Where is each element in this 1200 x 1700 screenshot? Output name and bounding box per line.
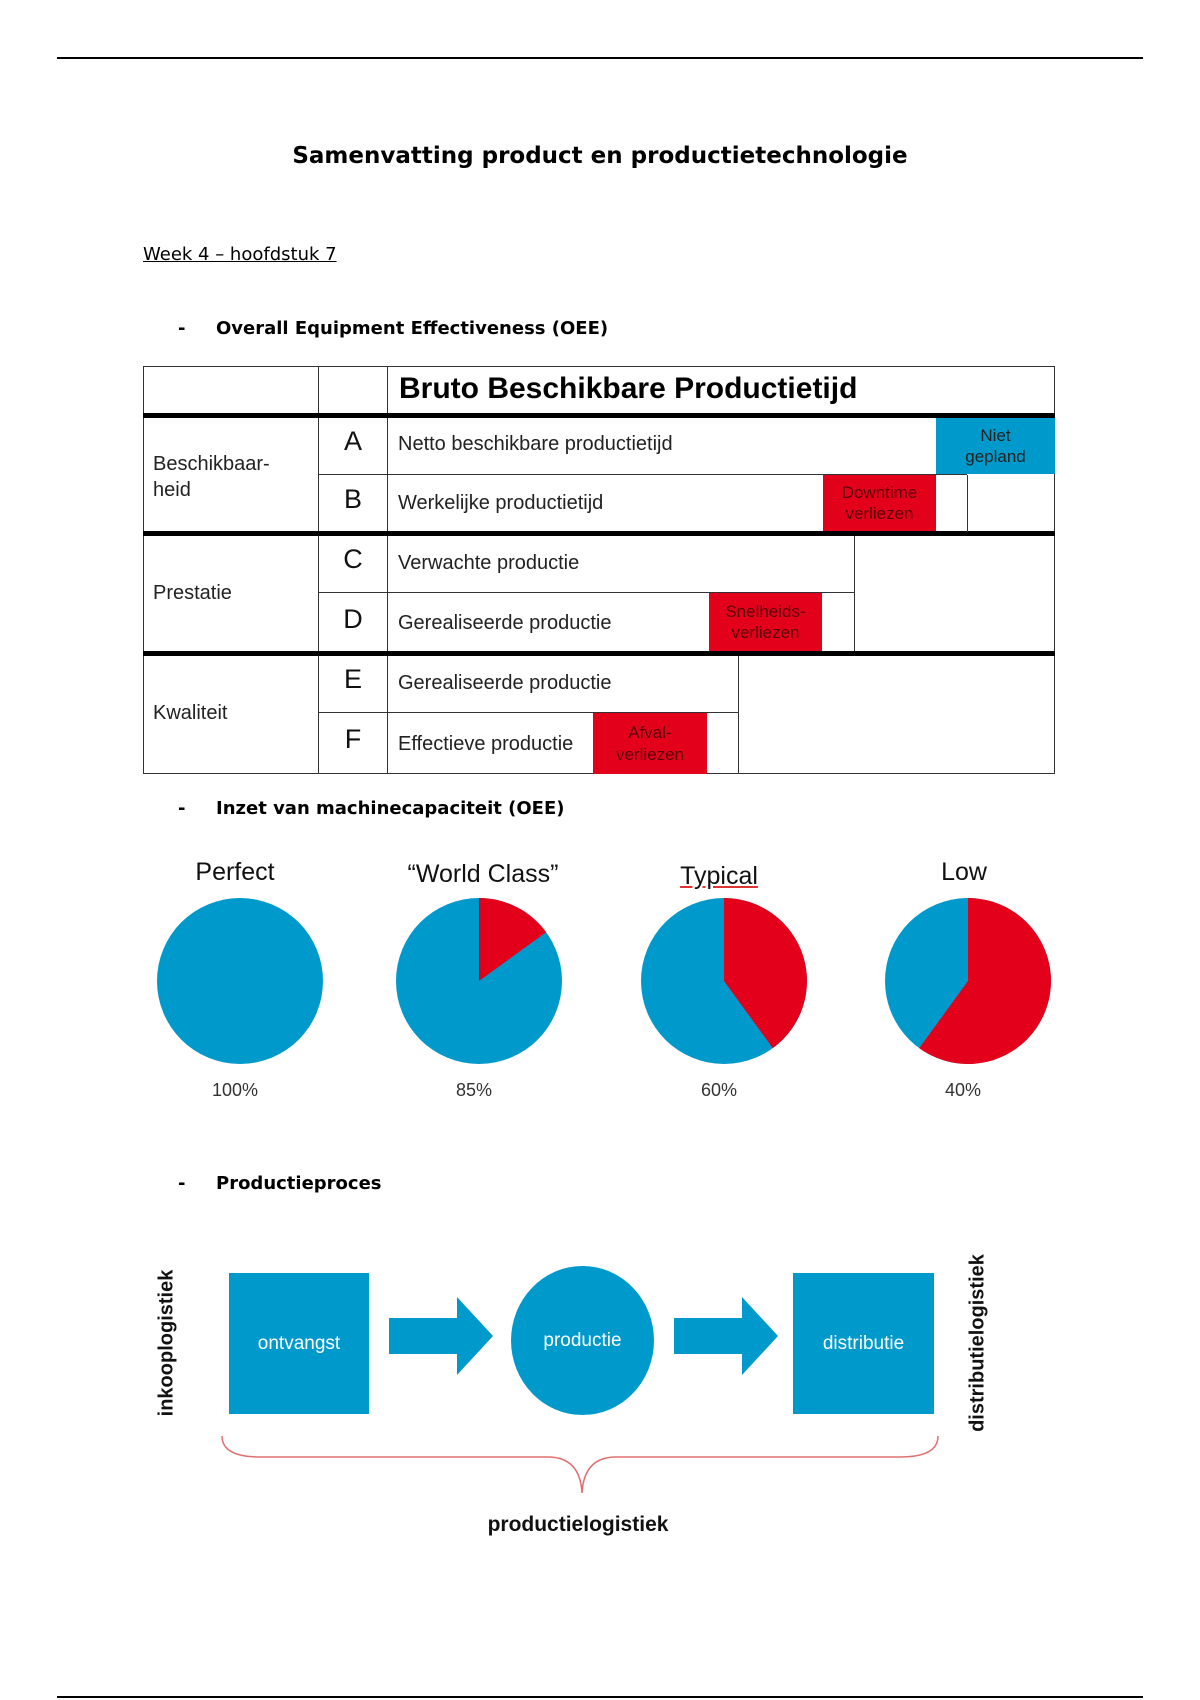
page-title: Samenvatting product en productietechnologie xyxy=(292,143,908,169)
step-productie: productie xyxy=(511,1266,654,1415)
pie-typical xyxy=(641,898,807,1064)
step-ontvangst: ontvangst xyxy=(229,1273,369,1414)
pie-world-class xyxy=(396,898,562,1064)
pie-perfect xyxy=(157,898,323,1064)
row-letter-e: E xyxy=(343,664,362,694)
group-availability: Beschikbaar- heid xyxy=(153,453,270,501)
pie-low xyxy=(885,898,1051,1064)
pie-pct-world-class: 85% xyxy=(455,1080,493,1100)
row-letter-c: C xyxy=(343,544,363,574)
footer-rule xyxy=(57,1696,1143,1698)
header-rule xyxy=(57,57,1143,59)
row-label-f: Effectieve productie xyxy=(398,733,574,755)
loss-afval: Afval- verliezen xyxy=(593,713,707,774)
label-productielogistiek: productielogistiek xyxy=(487,1513,669,1536)
row-label-d: Gerealiseerde productie xyxy=(398,612,612,634)
oee-edge xyxy=(967,475,968,532)
oee-header: Bruto Beschikbare Productietijd xyxy=(399,372,858,405)
brace xyxy=(222,1436,938,1493)
bullet-process-text: Productieproces xyxy=(216,1173,382,1194)
group-quality: Kwaliteit xyxy=(153,702,228,724)
arrow-1 xyxy=(389,1297,493,1375)
oee-table xyxy=(143,366,1055,774)
oee-separator xyxy=(143,531,1055,536)
row-label-b: Werkelijke productietijd xyxy=(398,492,604,514)
pie-title-world-class: “World Class” xyxy=(407,860,559,888)
row-label-e: Gerealiseerde productie xyxy=(398,672,612,694)
group-performance: Prestatie xyxy=(153,582,232,604)
arrow-2 xyxy=(674,1297,778,1375)
pie-title-perfect: Perfect xyxy=(195,858,275,886)
oee-edge xyxy=(854,536,855,651)
bullet-dash: - xyxy=(178,318,186,339)
bullet-process xyxy=(178,1173,382,1194)
step-distributie: distributie xyxy=(793,1273,934,1414)
row-letter-a: A xyxy=(343,426,362,456)
loss-downtime: Downtime verliezen xyxy=(823,475,936,531)
loss-snelheid: Snelheids- verliezen xyxy=(709,593,822,651)
pie-pct-perfect: 100% xyxy=(211,1080,259,1100)
oee-edge xyxy=(738,656,739,774)
bullet-oee xyxy=(178,318,608,339)
pie-title-typical: Typical xyxy=(680,862,758,890)
bullet-oee-text: Overall Equipment Effectiveness (OEE) xyxy=(216,318,609,339)
section-heading: Week 4 – hoofdstuk 7 xyxy=(143,244,337,265)
row-label-a: Netto beschikbare productietijd xyxy=(398,433,673,455)
bullet-capacity-text: Inzet van machinecapaciteit (OEE) xyxy=(216,798,565,819)
pie-pct-low: 40% xyxy=(944,1080,982,1100)
oee-separator xyxy=(143,651,1055,656)
row-label-c: Verwachte productie xyxy=(398,552,580,574)
row-letter-f: F xyxy=(344,724,362,754)
bullet-dash: - xyxy=(178,798,186,819)
bullet-capacity xyxy=(178,798,565,819)
label-inkooplogistiek: inkooplogistiek xyxy=(155,1269,178,1417)
pie-perfect-effective xyxy=(157,898,323,1064)
bullet-dash: - xyxy=(178,1173,186,1194)
row-letter-d: D xyxy=(343,604,363,634)
label-distributielogistiek: distributielogistiek xyxy=(966,1254,989,1432)
row-letter-b: B xyxy=(343,484,362,514)
loss-niet-gepland: Niet gepland xyxy=(936,418,1055,474)
pie-title-low: Low xyxy=(941,858,987,886)
pie-pct-typical: 60% xyxy=(700,1080,738,1100)
process-graphics xyxy=(0,1290,1200,1500)
oee-separator xyxy=(143,413,1055,418)
pie-charts xyxy=(0,880,1200,1080)
